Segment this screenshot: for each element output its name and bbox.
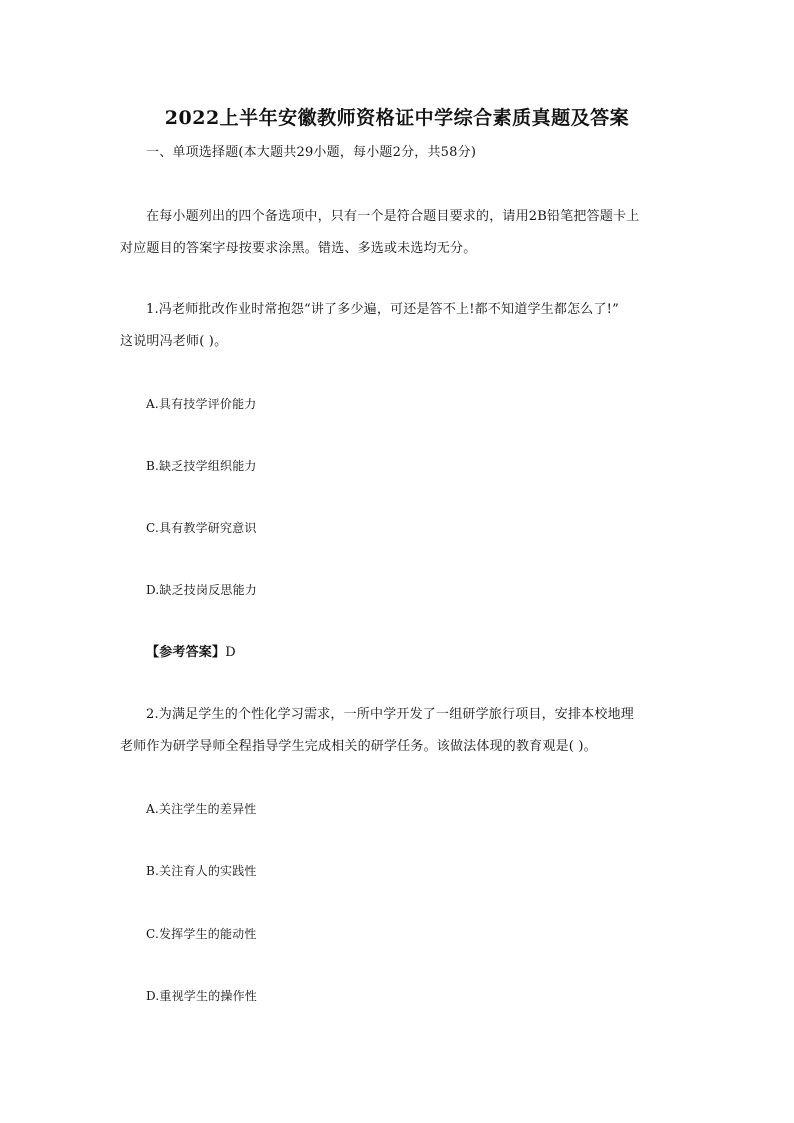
question-2-option-d: D.重视学生的操作性 (146, 989, 258, 1003)
question-2-option-c: C.发挥学生的能动性 (146, 927, 257, 941)
question-2-stem-line-1: 2.为满足学生的个性化学习需求，一所中学开发了一组研学旅行项目，安排本校地理 (146, 707, 635, 722)
question-1-option-b: B.缺乏技学组织能力 (146, 459, 257, 473)
question-1-answer (146, 644, 236, 662)
question-2-option-a: A.关注学生的差异性 (146, 802, 257, 816)
instructions-line-1: 在每小题列出的四个备选项中，只有一个是符合题目要求的，请用2B铅笔把答题卡上 (146, 209, 640, 224)
section-heading: 一、单项选择题(本大题共29小题，每小题2分，共58分) (146, 145, 477, 160)
answer-label: 【参考答案】 (146, 645, 226, 660)
question-2-option-b: B.关注育人的实践性 (146, 864, 257, 878)
question-2-stem-line-2: 老师作为研学导师全程指导学生完成相关的研学任务。该做法体现的教育观是( )。 (120, 739, 597, 754)
instructions-line-2: 对应题目的答案字母按要求涂黑。错选、多选或未选均无分。 (120, 241, 477, 256)
question-1-stem-line-2: 这说明冯老师( )。 (120, 334, 228, 349)
answer-value: D (225, 645, 236, 660)
question-1-option-d: D.缺乏技岗反思能力 (146, 583, 258, 597)
question-1-stem-line-1: 1.冯老师批改作业时常抱怨“讲了多少遍，可还是答不上!都不知道学生都怎么了!” (146, 302, 619, 317)
question-1-option-a: A.具有技学评价能力 (146, 397, 257, 411)
document-title: 2022上半年安徽教师资格证中学综合素质真题及答案 (164, 107, 630, 129)
question-1-option-c: C.具有教学研究意识 (146, 521, 257, 535)
